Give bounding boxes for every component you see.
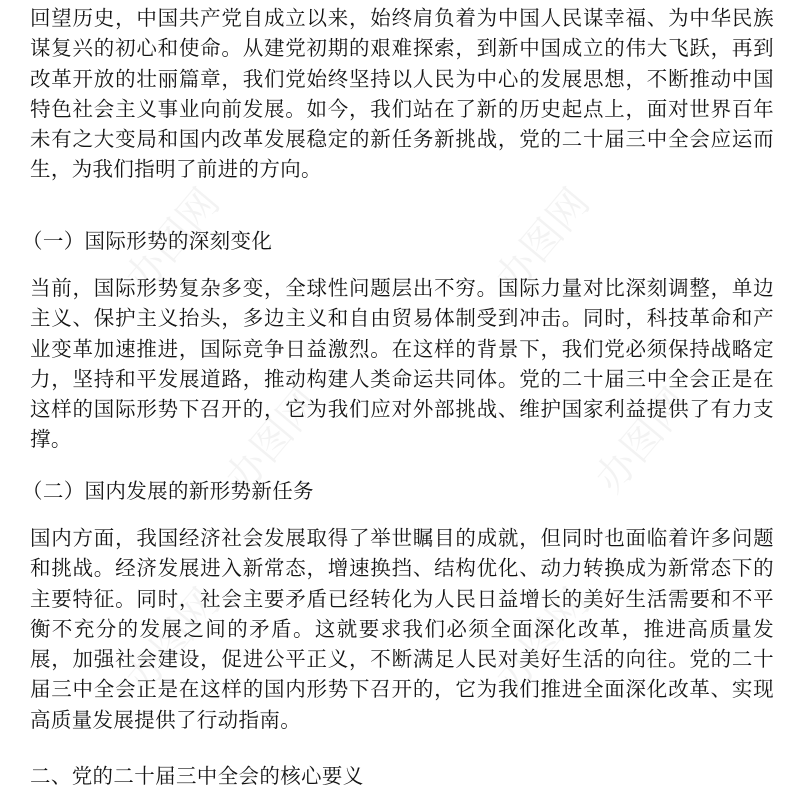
domestic-paragraph: 国内方面，我国经济社会发展取得了举世瞩目的成就，但同时也面临着许多问题和挑战。经济发展进入新常态，增速换挡、结构优化、动力转换成为新常态下的主要特征。同时，社会主要矛盾已经转化为人民日益增长的美好生活需要和不平衡不充分的发展之间的矛盾。这就要求我们必须全面深化改革，推进高质量发展，加强社会建设，促进公平正义，不断满足人民对美好生活的向往。党的二十届三中全会正是在这样的国内形势下召开的，它为我们推进全面深化改革、实现高质量发展提供了行动指南。 [30,526,774,732]
international-paragraph: 当前，国际形势复杂多变，全球性问题层出不穷。国际力量对比深刻调整，单边主义、保护主义抬头，多边主义和自由贸易体制受到冲击。同时，科技革命和产业变革加速推进，国际竞争日益激烈。在这样的背景下，我们党必须保持战略定力，坚持和平发展道路，推动构建人类命运共同体。党的二十届三中全会正是在这样的国际形势下召开的，它为我们应对外部挑战、维护国家利益提供了有力支撑。 [30,276,774,452]
part-two-heading: 二、党的二十届三中全会的核心要义 [30,764,364,788]
section-heading-international: （一）国际形势的深刻变化 [22,229,273,253]
intro-paragraph: 回望历史，中国共产党自成立以来，始终肩负着为中国人民谋幸福、为中华民族谋复兴的初心和使命。从建党初期的艰难探索，到新中国成立的伟大飞跃，再到改革开放的壮丽篇章，我们党始终坚持以人民为中心的发展思想，不断推动中国特色社会主义事业向前发展。如今，我们站在了新的历史起点上，面对世界百年未有之大变局和国内改革发展稳定的新任务新挑战，党的二十届三中全会应运而生，为我们指明了前进的方向。 [30,6,774,182]
section-heading-domestic: （二）国内发展的新形势新任务 [22,479,314,503]
